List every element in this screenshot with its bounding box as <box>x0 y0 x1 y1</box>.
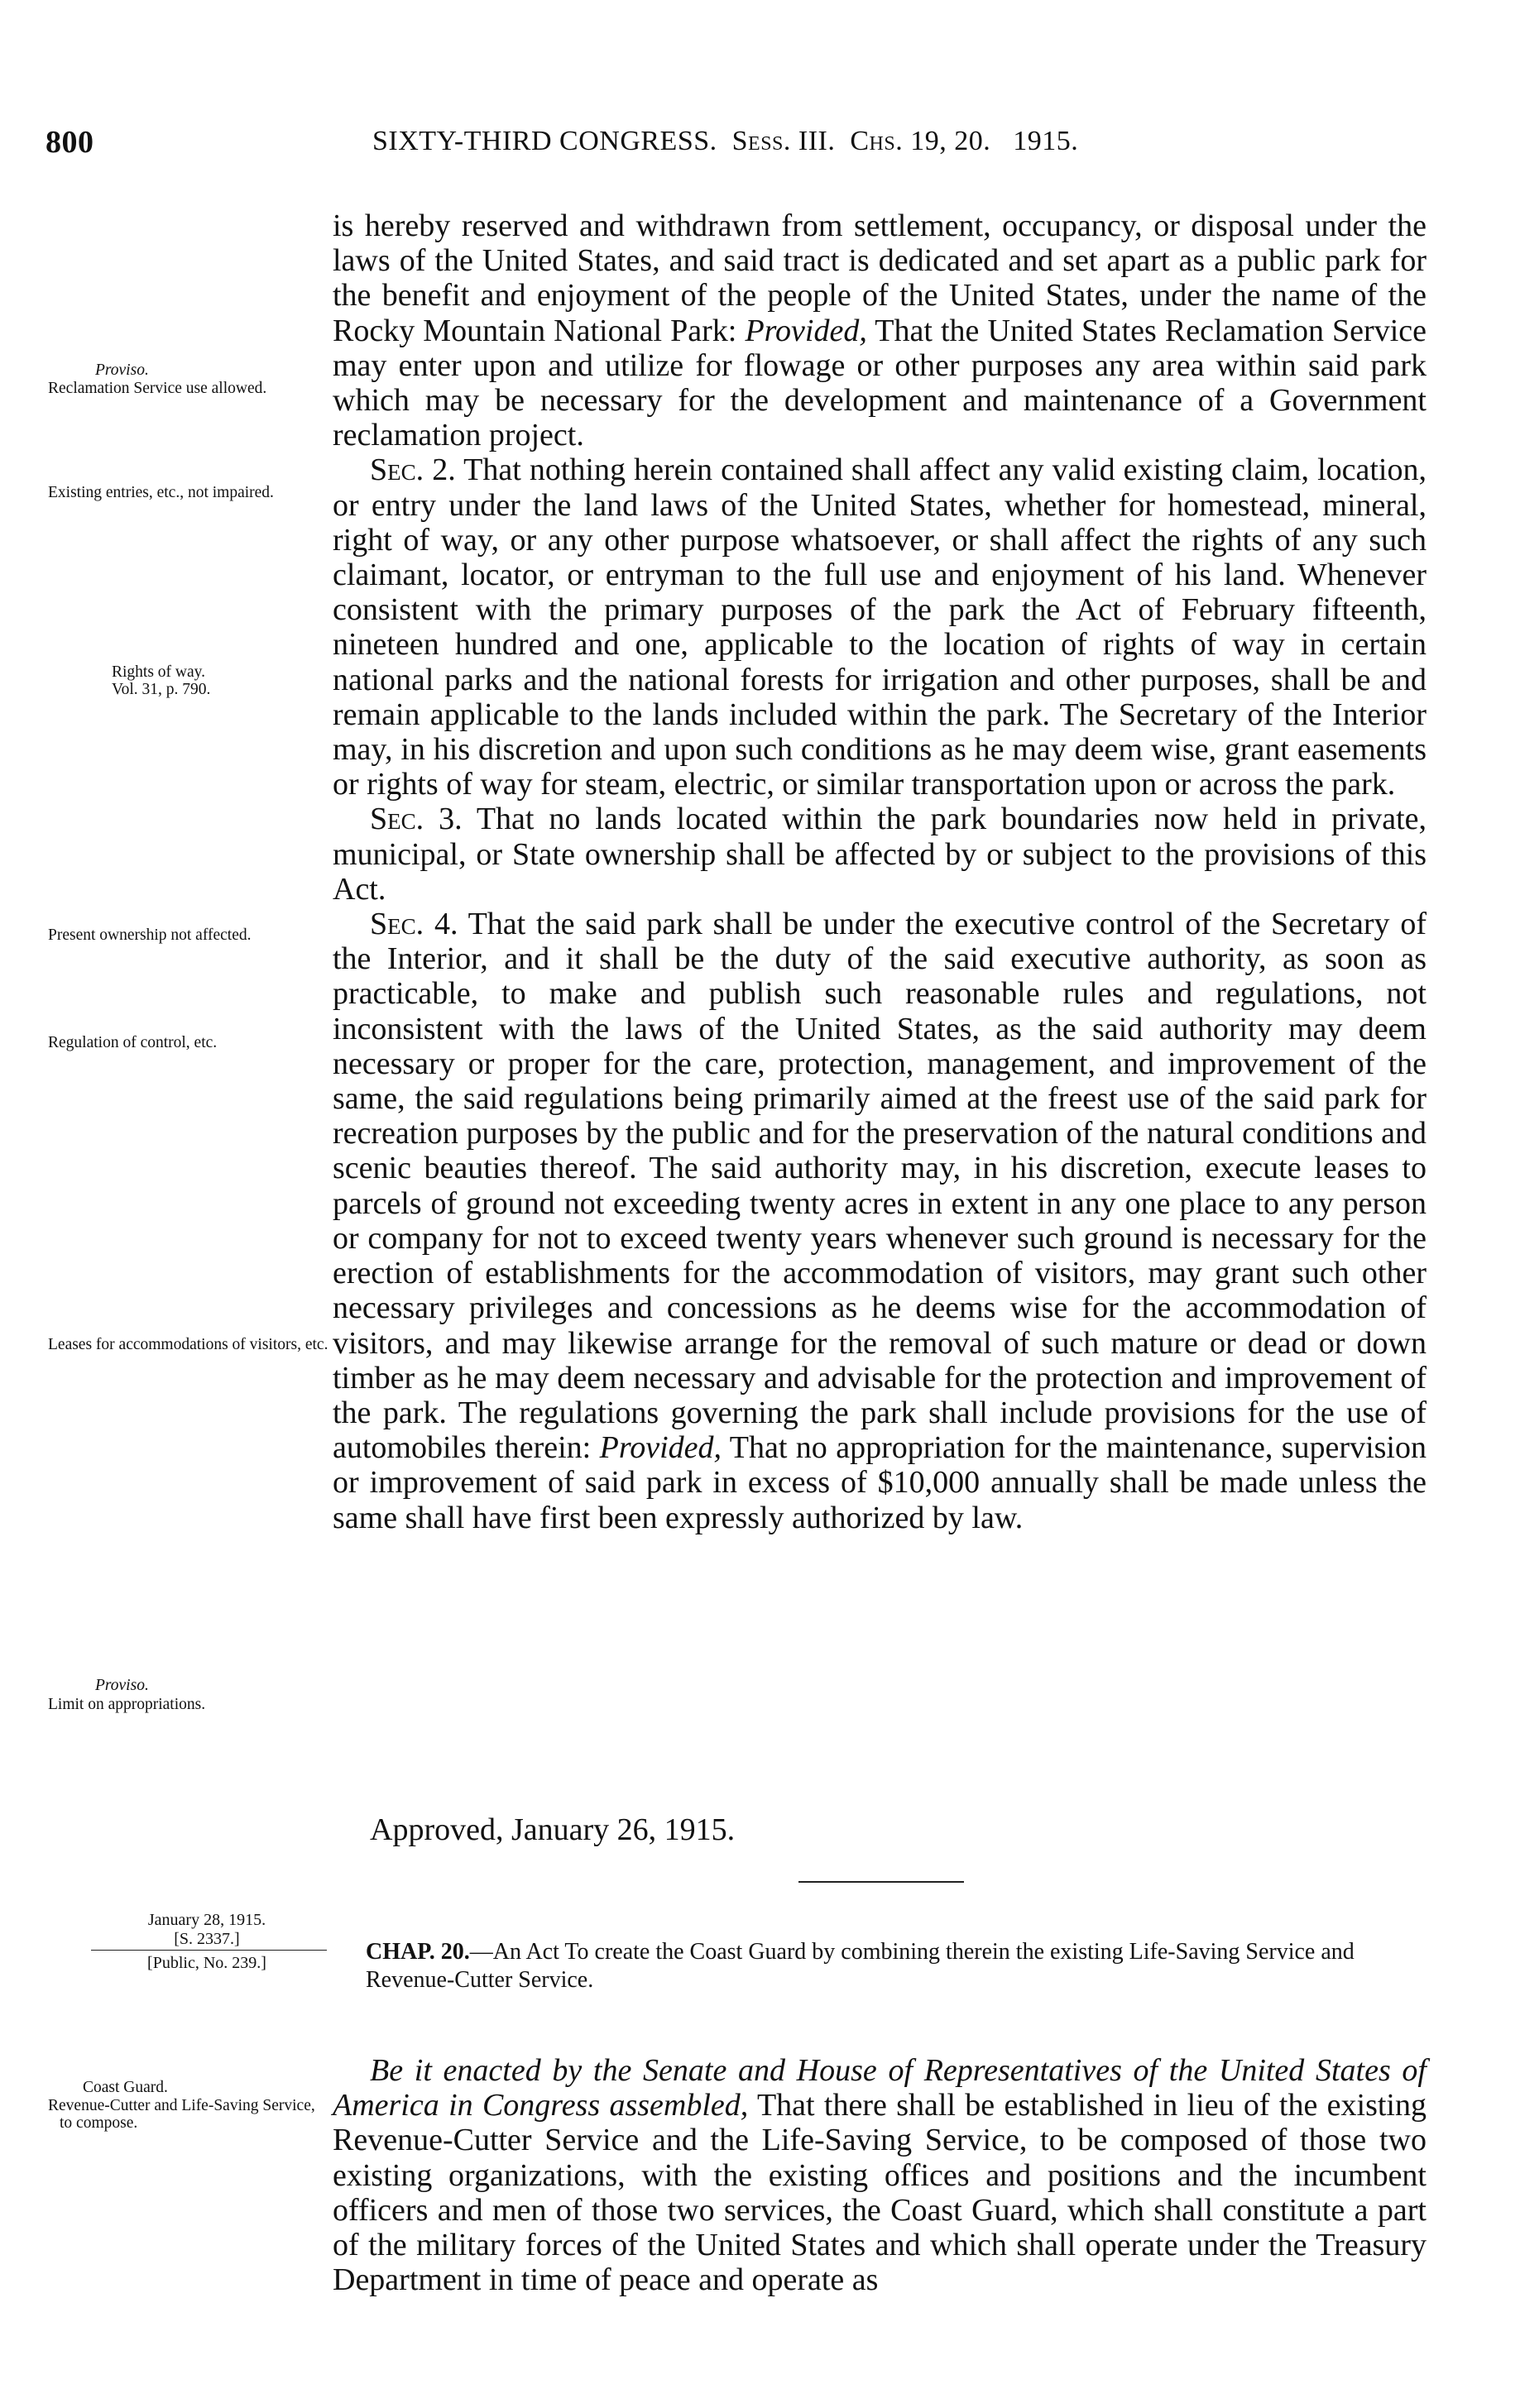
chapters-label: Chs. 19, 20. <box>850 126 991 156</box>
intro-cont-text: That the United States Reclamation Service may enter upon and utilize for flowage or other purposes any area within said park which may be necessary for the development and maintenance of a Government reclamation project. <box>333 313 1426 453</box>
paragraph-intro <box>333 208 1426 452</box>
page-number: 800 <box>46 125 94 160</box>
chapter-separator <box>798 1881 964 1883</box>
vol-ref-note: Vol. 31, p. 790. <box>112 681 211 698</box>
public-law-number: [Public, No. 239.] <box>147 1954 266 1972</box>
body-text <box>333 208 1426 1535</box>
margin-note-coast-guard-sub <box>48 2097 329 2132</box>
paragraph-sec4 <box>333 907 1426 1535</box>
enacting-clause: Be it enacted by the Senate and House of Representatives of the United States of America in Congress assembled, <box>333 2053 1426 2123</box>
congress-title: SIXTY-THIRD CONGRESS. <box>372 126 717 156</box>
leases-note: Leases for accommodations of visitors, etc. <box>48 1336 328 1353</box>
margin-note-reclamation <box>48 380 329 397</box>
paragraph-sec3 <box>333 802 1426 907</box>
reclamation-note: Reclamation Service use allowed. <box>48 380 267 397</box>
proviso-1-label: Proviso. <box>95 361 149 379</box>
present-ownership-note: Present ownership not affected. <box>48 926 252 944</box>
chapter-20-title <box>366 1938 1433 1994</box>
margin-note-regulation <box>48 1034 321 1051</box>
limit-note: Limit on appropriations. <box>48 1696 206 1713</box>
chapter-date: January 28, 1915. <box>147 1911 266 1929</box>
margin-note-limit <box>48 1696 329 1713</box>
provided-1: Provided, <box>745 313 867 348</box>
margin-note-proviso-2 <box>95 1677 370 1694</box>
chapter-20-sidebar <box>87 1911 327 1949</box>
coast-guard-sub-note: Revenue-Cutter and Life-Saving Service, to compose. <box>48 2097 315 2132</box>
sec3-text: That no lands located within the park boundaries now held in private, municipal, or State ownership shall be affected by or subject to the provisions of this Act. <box>333 802 1426 907</box>
chapter-bill: [S. 2337.] <box>174 1930 240 1948</box>
sec3-label: Sec. 3. <box>370 802 463 837</box>
sec4-text: That the said park shall be under the executive control of the Secretary of the Interior, and it shall be the duty of the said executive authority, as soon as practicable, to make and publish such reasonable rules and regulations, not inconsistent with the laws of the United States, as the said authority may deem necessary or proper for the care, protection, management, and improvement of the same, the said regulations being primarily aimed at the freest use of the said park for recreation purposes by the public and for the preservation of the natural conditions and scenic beauties thereof. The said authority may, in his discretion, execute leases to parcels of ground not exceeding twenty acres in extent in any one place to any person or company for not to exceed twenty years whenever such ground is necessary for the erection of establishments for the accommodation of visitors, may grant such other necessary privileges and concessions as he deems wise for the accommodation of visitors, and may likewise arrange for the removal of such mature or dead or down timber as he may deem necessary and advisable for the protection and improvement of the park. The regulations governing the park shall include provisions for the use of automobiles therein: <box>333 907 1426 1466</box>
header-title <box>372 126 1078 157</box>
margin-note-coast-guard <box>83 2079 357 2096</box>
paragraph-sec2 <box>333 452 1426 802</box>
margin-note-rights-of-way <box>112 663 386 698</box>
sec4-cont-text: That no appropriation for the maintenance, supervision or improvement of said park in excess of $10,000 annually shall be made unless the same shall have first been expressly authorized by law. <box>333 1430 1426 1535</box>
chapter-label: CHAP. 20. <box>366 1939 470 1965</box>
proviso-2-label: Proviso. <box>95 1677 149 1694</box>
existing-entries-note: Existing entries, etc., not impaired. <box>48 484 274 501</box>
provided-2: Provided, <box>599 1430 722 1466</box>
year-label: 1915. <box>1013 126 1079 156</box>
chapter-20-body <box>333 2053 1426 2297</box>
chapter-20-public <box>87 1954 327 1973</box>
margin-note-leases <box>48 1336 329 1353</box>
sec2-text: That nothing herein contained shall affect any valid existing claim, location, or entry under the land laws of the United States, whether for homestead, mineral, right of way, or any other purpose whatsoever, or shall affect the rights of any such claimant, locator, or entryman to the full use and enjoyment of his land. Whenever consistent with the primary purposes of the park the Act of February fifteenth, nineteen hundred and one, applicable to the location of rights of way in certain national parks and the national forests for irrigation and other purposes, shall be and remain applicable to the lands included within the park. The Secretary of the Interior may, in his discretion and upon such conditions as he may deem wise, grant easements or rights of way for steam, electric, or similar transportation upon or across the park. <box>333 452 1426 802</box>
session-label: Sess. III. <box>731 126 836 156</box>
coast-guard-note: Coast Guard. <box>83 2079 168 2096</box>
sidebar-rule <box>91 1950 327 1951</box>
regulation-note: Regulation of control, etc. <box>48 1034 218 1051</box>
approved-line: Approved, January 26, 1915. <box>370 1812 736 1847</box>
chapter-20-paragraph <box>333 2053 1426 2297</box>
sec2-label: Sec. 2. <box>370 452 456 488</box>
sec4-label: Sec. 4. <box>370 907 458 942</box>
rights-of-way-note: Rights of way. <box>112 663 206 681</box>
margin-note-proviso-1 <box>95 361 370 379</box>
margin-note-existing-entries <box>48 484 329 501</box>
margin-note-present-ownership <box>48 926 329 944</box>
chapter-20-body-text: That there shall be established in lieu of the existing Revenue-Cutter Service and the Life-Saving Service, to be composed of those two existing organizations, with the existing offices and positions and the incumbent officers and men of those two services, the Coast Guard, which shall constitute a part of the military forces of the United States and which shall operate under the Treasury Department in time of peace and operate as <box>333 2088 1426 2298</box>
chapter-title-text: —An Act To create the Coast Guard by combining therein the existing Life-Saving Service and Revenue-Cutter Service. <box>366 1939 1355 1993</box>
intro-text: is hereby reserved and withdrawn from settlement, occupancy, or disposal under the laws of the United States, and said tract is dedicated and set apart as a public park for the benefit and enjoyment of the people of the United States, under the name of the Rocky Mountain National Park: <box>333 208 1426 348</box>
